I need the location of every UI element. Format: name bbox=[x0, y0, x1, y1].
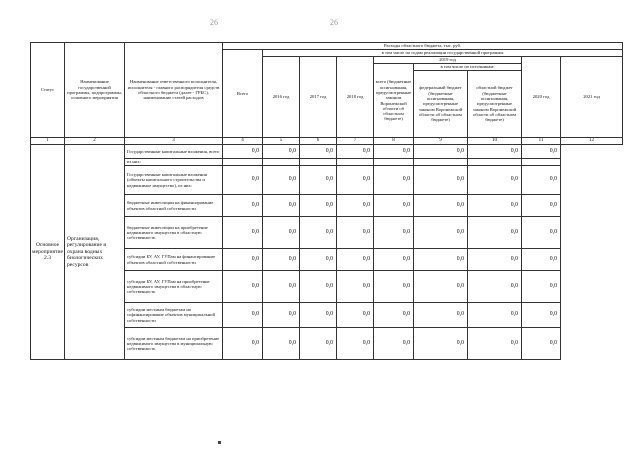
column-index-row bbox=[31, 138, 623, 145]
cell-value: 0,0 bbox=[522, 166, 561, 195]
cell-value: 0,0 bbox=[522, 303, 561, 328]
cell-value: 0,0 bbox=[414, 271, 468, 303]
header-status: Статус bbox=[31, 43, 65, 138]
cell-value: 0,0 bbox=[522, 249, 561, 271]
cell-value: 0,0 bbox=[374, 271, 414, 303]
row-label: Государственные капитальные вложения (объекты капитального строительства и недвижимое имущество), из них: bbox=[125, 166, 223, 195]
cell-value: 0,0 bbox=[337, 166, 374, 195]
page-number-right: 26 bbox=[330, 18, 338, 27]
cell-value: 0,0 bbox=[300, 249, 337, 271]
cell-value: 0,0 bbox=[300, 328, 337, 360]
cell-value bbox=[468, 159, 522, 166]
row-label: бюджетные инвестиции на финансирование объектов областной собственности bbox=[125, 195, 223, 217]
header-regional: областной бюджет (бюджетные ассигнования, предусмотренные законом Воронежской области об областном бюджете) bbox=[468, 71, 522, 138]
header-2018: 2018 год bbox=[337, 57, 374, 138]
col-index: 9 bbox=[414, 138, 468, 145]
cell-value: 0,0 bbox=[374, 217, 414, 249]
cell-value: 0,0 bbox=[337, 145, 374, 159]
header-2019-total: всего (бюджетные ассигнования, предусмотренные законом Воронежской области об областном бюджете) bbox=[374, 64, 414, 138]
cell-value bbox=[300, 159, 337, 166]
header-total: Всего bbox=[223, 50, 263, 138]
cell-value: 0,0 bbox=[414, 195, 468, 217]
col-index: 10 bbox=[468, 138, 522, 145]
col-index: 8 bbox=[374, 138, 414, 145]
cell-value: 0,0 bbox=[223, 145, 263, 159]
cell-value: 0,0 bbox=[522, 145, 561, 159]
cell-value: 0,0 bbox=[468, 195, 522, 217]
header-2021: 2021 год bbox=[561, 57, 623, 138]
header-2016: 2016 год bbox=[263, 57, 300, 138]
cell-value: 0,0 bbox=[522, 195, 561, 217]
cell-value: 0,0 bbox=[300, 303, 337, 328]
header-federal: федеральный бюджет (бюджетные ассигнования, предусмотренные законом Воронежской области об областном бюджете) bbox=[414, 71, 468, 138]
page-number-left: 26 bbox=[210, 18, 218, 27]
cell-value: 0,0 bbox=[223, 217, 263, 249]
row-label: субсидии БУ, АУ, ГУПам на финансирование объектов областной собственности bbox=[125, 249, 223, 271]
group-status: Основное мероприятие 2.3 bbox=[31, 145, 65, 360]
cell-value: 0,0 bbox=[263, 166, 300, 195]
group-name: Организация, регулирование и охрана водных биологических ресурсов bbox=[65, 145, 125, 360]
cell-value bbox=[414, 159, 468, 166]
cell-value: 0,0 bbox=[337, 249, 374, 271]
cell-value bbox=[223, 159, 263, 166]
cell-value: 0,0 bbox=[374, 145, 414, 159]
cell-value: 0,0 bbox=[223, 328, 263, 360]
cell-value: 0,0 bbox=[300, 271, 337, 303]
cell-value: 0,0 bbox=[223, 271, 263, 303]
cell-value: 0,0 bbox=[414, 303, 468, 328]
cell-value: 0,0 bbox=[414, 145, 468, 159]
header-2017: 2017 год bbox=[300, 57, 337, 138]
cell-value: 0,0 bbox=[522, 271, 561, 303]
cell-value: 0,0 bbox=[223, 249, 263, 271]
header-2020: 2020 год bbox=[522, 57, 561, 138]
col-index: 6 bbox=[300, 138, 337, 145]
col-index: 11 bbox=[522, 138, 561, 145]
col-index: 3 bbox=[125, 138, 223, 145]
cell-value: 0,0 bbox=[414, 328, 468, 360]
cell-value: 0,0 bbox=[374, 303, 414, 328]
cell-value: 0,0 bbox=[468, 249, 522, 271]
header-executor: Наименование ответственного исполнителя, исполнителя - главного распорядителя средств областного бюджета (далее - ГРБС), наименование статей расходов bbox=[125, 43, 223, 138]
cell-value: 0,0 bbox=[263, 195, 300, 217]
cell-value bbox=[522, 159, 561, 166]
header-by-years: в том числе по годам реализации государственной программы bbox=[263, 50, 623, 57]
cell-value: 0,0 bbox=[522, 328, 561, 360]
header-program-name: Наименование государственной программы, подпрограммы, основного мероприятия bbox=[65, 43, 125, 138]
cell-value: 0,0 bbox=[374, 328, 414, 360]
cell-value: 0,0 bbox=[223, 195, 263, 217]
cell-value: 0,0 bbox=[300, 145, 337, 159]
row-label: бюджетные инвестиции на приобретение недвижимого имущества в областную собственность bbox=[125, 217, 223, 249]
cell-value: 0,0 bbox=[414, 217, 468, 249]
row-label: Государственные капитальные вложения, всего bbox=[125, 145, 223, 159]
row-label: субсидии БУ, АУ, ГУПам на приобретение недвижимого имущества в областную собственность bbox=[125, 271, 223, 303]
col-index: 7 bbox=[337, 138, 374, 145]
cell-value bbox=[374, 159, 414, 166]
cell-value: 0,0 bbox=[263, 249, 300, 271]
cell-value: 0,0 bbox=[263, 217, 300, 249]
cell-value: 0,0 bbox=[263, 145, 300, 159]
cell-value bbox=[337, 159, 374, 166]
cell-value: 0,0 bbox=[223, 166, 263, 195]
cell-value: 0,0 bbox=[374, 166, 414, 195]
cell-value: 0,0 bbox=[300, 166, 337, 195]
cell-value: 0,0 bbox=[468, 303, 522, 328]
cell-value: 0,0 bbox=[468, 271, 522, 303]
header-expenses-title: Расходы областного бюджета, тыс. руб. bbox=[223, 43, 623, 50]
cell-value: 0,0 bbox=[337, 271, 374, 303]
cell-value: 0,0 bbox=[522, 217, 561, 249]
header-by-sources: в том числе по источникам: bbox=[414, 64, 522, 71]
col-index: 12 bbox=[561, 138, 623, 145]
cell-value: 0,0 bbox=[414, 249, 468, 271]
cell-value: 0,0 bbox=[337, 217, 374, 249]
row-label: из них: bbox=[125, 159, 223, 166]
cell-value: 0,0 bbox=[300, 195, 337, 217]
row-label: субсидии местным бюджетам на приобретение недвижимого имущества в муниципальную собственность bbox=[125, 328, 223, 360]
col-index: 4 bbox=[223, 138, 263, 145]
col-index: 5 bbox=[263, 138, 300, 145]
cell-value: 0,0 bbox=[337, 303, 374, 328]
col-index: 1 bbox=[31, 138, 65, 145]
cell-value: 0,0 bbox=[263, 271, 300, 303]
cell-value: 0,0 bbox=[414, 166, 468, 195]
cell-value: 0,0 bbox=[223, 303, 263, 328]
table-row bbox=[31, 145, 623, 159]
cell-value bbox=[263, 159, 300, 166]
cell-value: 0,0 bbox=[468, 217, 522, 249]
cell-value: 0,0 bbox=[263, 303, 300, 328]
cell-value: 0,0 bbox=[468, 328, 522, 360]
row-label: субсидии местным бюджетам на софинансирование объектов муниципальной собственности bbox=[125, 303, 223, 328]
cell-value: 0,0 bbox=[374, 195, 414, 217]
cell-value: 0,0 bbox=[468, 166, 522, 195]
cell-value: 0,0 bbox=[300, 217, 337, 249]
cell-value: 0,0 bbox=[263, 328, 300, 360]
col-index: 2 bbox=[65, 138, 125, 145]
cell-value: 0,0 bbox=[337, 328, 374, 360]
budget-table bbox=[30, 42, 623, 360]
cell-value: 0,0 bbox=[374, 249, 414, 271]
scan-mark bbox=[218, 441, 221, 444]
cell-value: 0,0 bbox=[468, 145, 522, 159]
header-2019: 2019 год bbox=[374, 57, 522, 64]
cell-value: 0,0 bbox=[337, 195, 374, 217]
